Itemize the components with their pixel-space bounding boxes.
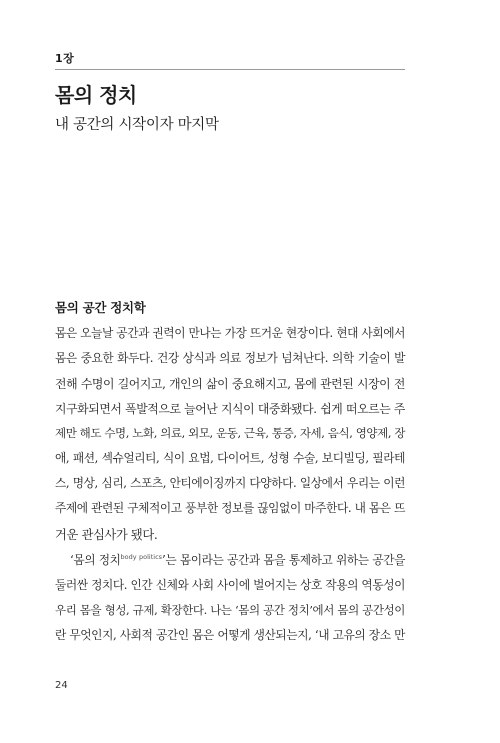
body-line: 우리 몸을 형성, 규제, 확장한다. 나는 ‘몸의 공간 정치’에서 몸의 공간성이 <box>55 603 405 617</box>
header-rule <box>55 69 405 70</box>
section-heading: 몸의 공간 정치학 <box>55 300 146 315</box>
body-line: 몸은 오늘날 공간과 권력이 만나는 가장 뜨거운 현장이다. 현대 사회에서 <box>55 326 405 340</box>
body-line: 란 무엇인지, 사회적 공간인 몸은 어떻게 생산되는지, ‘내 고유의 장소 만 <box>55 628 405 642</box>
body-line: 둘러싼 정치다. 인간 신체와 사회 사이에 벌어지는 상호 작용의 역동성이 <box>55 578 405 592</box>
body-line: 전해 수명이 길어지고, 개인의 삶이 중요해지고, 몸에 관련된 시장이 전 <box>55 377 405 391</box>
body-text: ’는 몸이라는 공간과 몸을 통제하고 위하는 공간을 <box>162 553 405 567</box>
body-text: ‘몸의 정치 <box>70 553 121 567</box>
chapter-title: 몸의 정치 <box>55 83 137 107</box>
body-line: 주제에 관련된 구체적이고 풍부한 정보를 끊임없이 마주한다. 내 몸은 뜨 <box>55 501 405 515</box>
page-number: 24 <box>55 680 68 691</box>
term-annotation: body politics <box>120 553 163 561</box>
body-line: 애, 패션, 섹슈얼리티, 식이 요법, 다이어트, 성형 수술, 보디빌딩, 필라테 <box>55 451 405 465</box>
body-line: 지구화되면서 폭발적으로 늘어난 지식이 대중화됐다. 쉽게 떠오르는 주 <box>55 402 405 416</box>
body-line <box>70 552 405 568</box>
chapter-subtitle: 내 공간의 시작이자 마지막 <box>55 117 219 133</box>
chapter-label: 1장 <box>55 52 75 65</box>
body-line: 거운 관심사가 됐다. <box>55 528 158 542</box>
body-line: 스, 명상, 심리, 스포츠, 안티에이징까지 다양하다. 일상에서 우리는 이런 <box>55 476 405 490</box>
body-line: 제만 해도 수명, 노화, 의료, 외모, 운동, 근육, 통증, 자세, 음식, 영양제, 장 <box>55 426 406 440</box>
body-line: 몸은 중요한 화두다. 건강 상식과 의료 정보가 넘쳐난다. 의학 기술이 발 <box>55 351 405 365</box>
